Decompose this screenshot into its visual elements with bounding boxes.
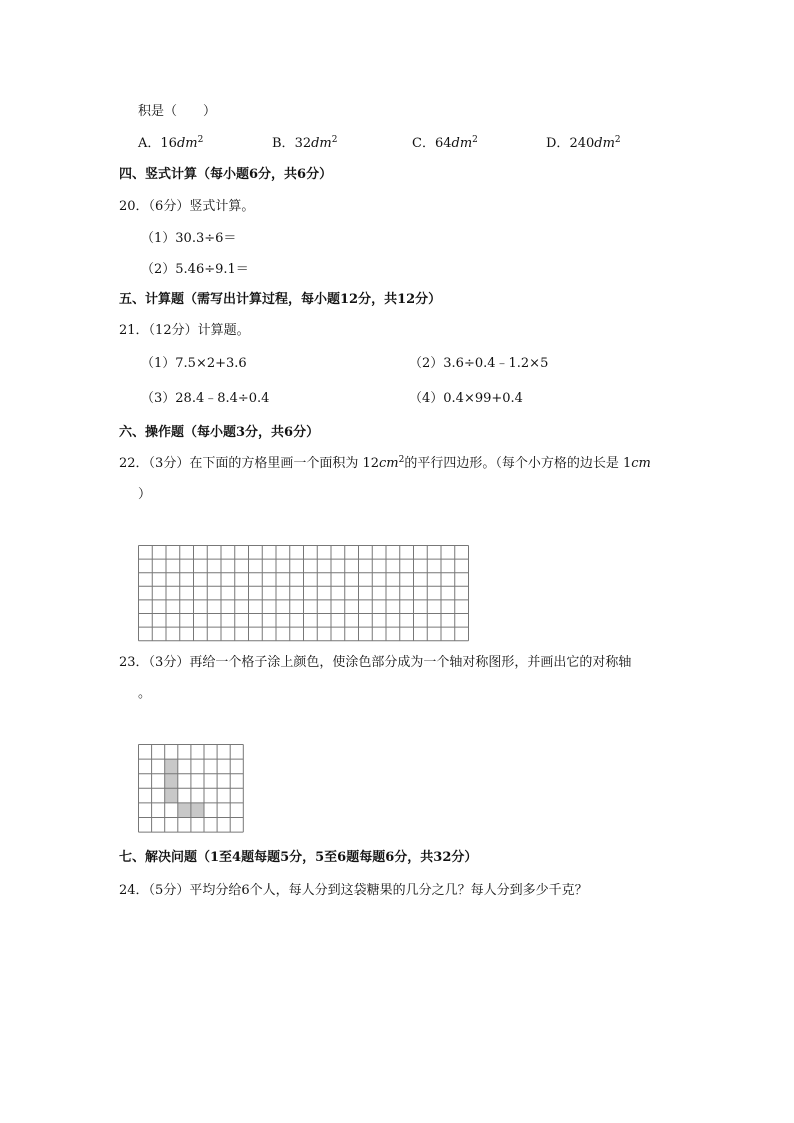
option-b[interactable]: B．$32dm^2$ [272,135,338,151]
shaded-cell [191,803,204,818]
q20-item-1: （1）30.3÷6＝ [141,231,237,246]
shaded-cell [178,803,191,818]
shaded-cell [165,788,178,803]
q20-stem: 20．（6分）竖式计算。 [119,199,255,214]
q24-stem: 24．（5分）平均分给6个人，每人分到这袋糖果的几分之几？每人分到多少千克？ [119,883,588,898]
shaded-cell [165,774,178,789]
q19-stem-tail: 积是（ ） [138,104,217,119]
option-d[interactable]: D．$240dm^2$ [546,135,621,151]
q21-item-3: （3）28.4﹣8.4÷0.4 [141,391,270,406]
q23-coloring-grid[interactable] [138,744,244,834]
q21-item-4: （4）0.4×99+0.4 [409,391,523,406]
q23-stem: 23．（3分）再给一个格子涂上颜色，使涂色部分成为一个轴对称图形，并画出它的对称轴 [119,655,632,670]
section-5-title: 五、计算题（需写出计算过程，每小题12分，共12分） [119,292,442,307]
section-4-title: 四、竖式计算（每小题6分，共6分） [119,167,333,182]
q23-stem-end: 。 [138,686,152,701]
q22-stem: 22．（3分）在下面的方格里画一个面积为 $12cm^2$的平行四边形。（每个小方格的边长是 1cm [119,455,651,471]
shaded-cell [165,759,178,774]
q21-stem: 21．（12分）计算题。 [119,323,250,338]
q22-drawing-grid[interactable] [138,545,470,642]
section-7-title: 七、解决问题（1至4题每题5分，5至6题每题6分，共32分） [119,850,478,865]
q22-stem-close: ） [138,487,152,502]
section-6-title: 六、操作题（每小题3分，共6分） [119,425,320,440]
q20-item-2: （2）5.46÷9.1＝ [141,262,249,277]
option-c[interactable]: C．$64dm^2$ [412,135,478,151]
q21-item-2: （2）3.6÷0.4﹣1.2×5 [409,356,549,371]
option-a[interactable]: A．$16dm^2$ [138,135,204,151]
q21-item-1: （1）7.5×2+3.6 [141,356,247,371]
